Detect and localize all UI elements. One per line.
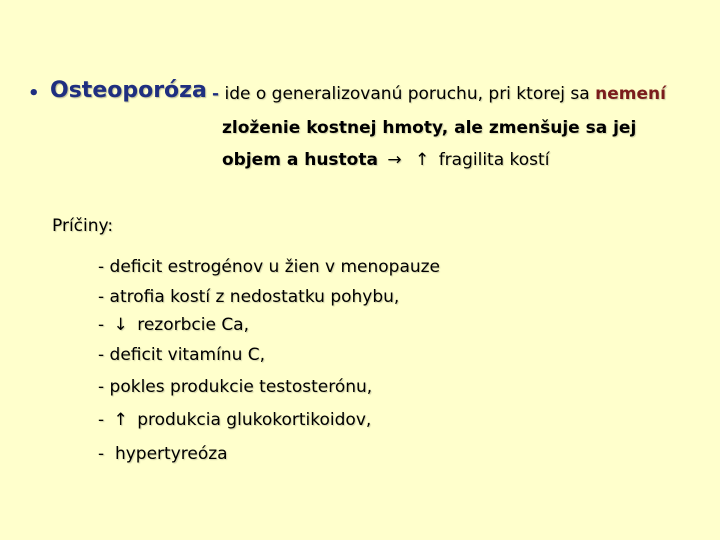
arrow-up-icon: ↑ (415, 150, 430, 170)
cause-item (98, 315, 249, 335)
cause-text: hypertyreóza (109, 444, 228, 464)
arrow-right-icon: → (387, 150, 402, 170)
cause-item (98, 444, 228, 464)
cause-text: deficit estrogénov u žien v menopauze (109, 257, 441, 277)
cause-text: produkcia glukokortikoidov, (137, 410, 372, 430)
cause-dash: - (98, 345, 105, 365)
definition-accent-word: nemení (595, 84, 666, 104)
cause-item (98, 287, 399, 307)
definition-dash: - (212, 84, 220, 104)
arrow-up-icon: ↑ (113, 410, 128, 430)
definition-line-1 (212, 84, 666, 104)
cause-dash: - (98, 410, 105, 430)
cause-item (98, 257, 440, 277)
cause-dash: - (98, 377, 105, 397)
cause-dash: - (98, 257, 105, 277)
cause-text: atrofia kostí z nedostatku pohybu, (109, 287, 400, 307)
cause-dash: - (98, 315, 105, 335)
definition-line-1-text: ide o generalizovanú poruchu, pri ktorej sa (224, 84, 590, 104)
cause-item (98, 377, 372, 397)
arrow-down-icon: ↓ (113, 315, 128, 335)
cause-text: pokles produkcie testosterónu, (109, 377, 373, 397)
cause-dash: - (98, 444, 105, 464)
definition-line-2: zloženie kostnej hmoty, ale zmenšuje sa jej (222, 118, 637, 138)
cause-text: deficit vitamínu C, (109, 345, 266, 365)
definition-line-3-tail: fragilita kostí (438, 150, 550, 170)
term-title: Osteoporóza (50, 78, 207, 103)
causes-title: Príčiny: (52, 216, 114, 236)
bullet-point: • (28, 83, 40, 104)
cause-dash: - (98, 287, 105, 307)
cause-text: rezorbcie Ca, (137, 315, 250, 335)
cause-item (98, 345, 265, 365)
definition-line-3 (222, 150, 549, 170)
definition-line-3-bold: objem a hustota (222, 150, 378, 170)
cause-item (98, 410, 371, 430)
